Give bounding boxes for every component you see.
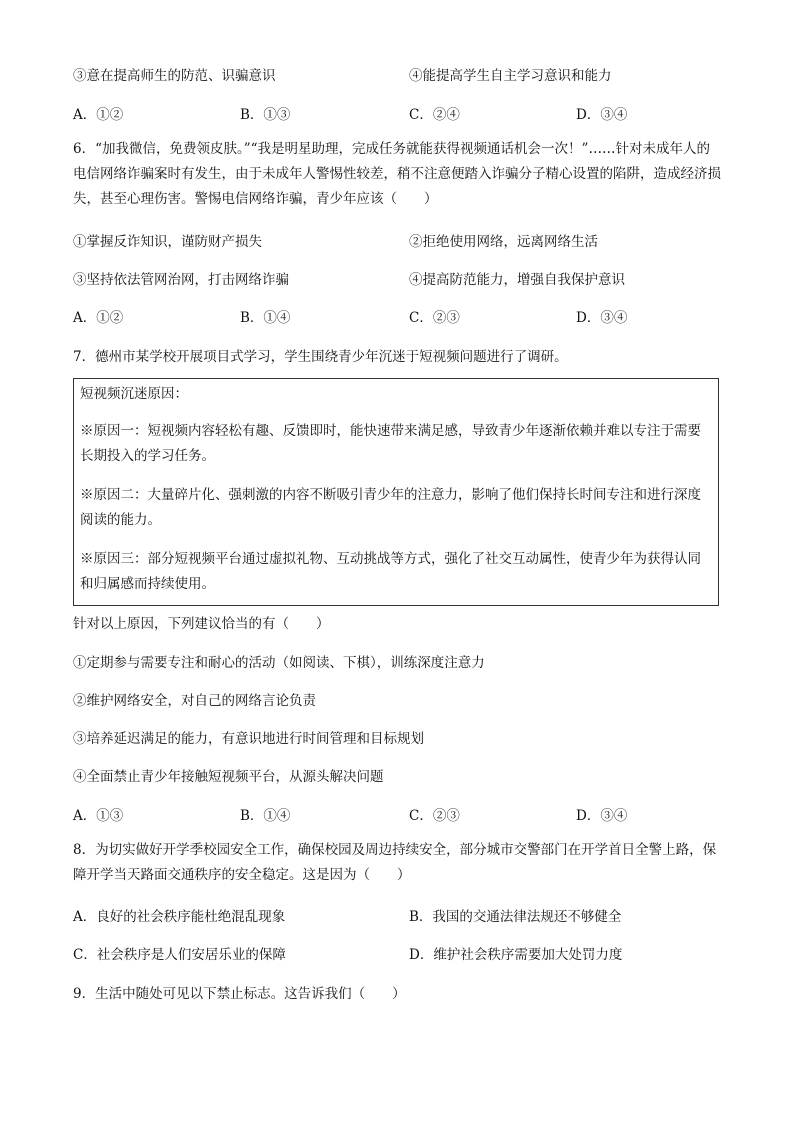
q7-item-4: ④全面禁止青少年接触短视频平台，从源头解决问题: [73, 769, 384, 785]
q5-option-d: D．③④: [576, 107, 628, 123]
q7-reason-3: ※原因三：部分短视频平台通过虚拟礼物、互动挑战等方式，强化了社交互动属性，使青少年为获得认同和归属感而持续使用。: [80, 551, 701, 592]
q7-item-1: ①定期参与需要专注和耐心的活动（如阅读、下棋），训练深度注意力: [73, 655, 485, 671]
q5-item-3: ③意在提高师生的防范、识骗意识: [73, 68, 276, 84]
q8-option-b: B．我国的交通法律法规还不够健全: [409, 909, 622, 925]
q7-option-b: B．①④: [240, 808, 291, 824]
q9-stem: 9．生活中随处可见以下禁止标志。这告诉我们（ ）: [73, 986, 406, 1002]
q7-reason-2: ※原因二：大量碎片化、强刺激的内容不断吸引青少年的注意力，影响了他们保持长时间专注和进行深度阅读的能力。: [80, 487, 701, 528]
q6-item-3: ③坚持依法管网治网，打击网络诈骗: [73, 272, 289, 288]
q8-option-c: C．社会秩序是人们安居乐业的保障: [73, 947, 286, 963]
q7-item-2: ②维护网络安全，对自己的网络言论负责: [73, 693, 316, 709]
q6-item-1: ①掌握反诈知识，谨防财产损失: [73, 234, 262, 250]
q7-question: 针对以上原因，下列建议恰当的有（ ）: [73, 616, 330, 632]
q7-option-c: C．②③: [409, 808, 460, 824]
q6-option-c: C．②③: [409, 310, 460, 326]
q7-option-d: D．③④: [576, 808, 628, 824]
q7-option-a: A．①③: [73, 808, 124, 824]
q6-stem: 6．“加我微信，免费领皮肤。”“我是明星助理，完成任务就能获得视频通话机会一次！”……针对未成年人的电信网络诈骗案时有发生，由于未成年人警惕性较差，稍不注意便踏入诈骗分子精心设置的陷阱，造成经济损失，甚至心理伤害。警惕电信网络诈骗，青少年应该（ ）: [73, 141, 721, 207]
q7-stem: 7．德州市某学校开展项目式学习，学生围绕青少年沉迷于短视频问题进行了调研。: [73, 349, 568, 365]
q6-item-2: ②拒绝使用网络，远离网络生活: [409, 234, 598, 250]
q8-stem: 8．为切实做好开学季校园安全工作，确保校园及周边持续安全，部分城市交警部门在开学首日全警上路，保障开学当天路面交通秩序的安全稳定。这是因为（ ）: [73, 842, 717, 883]
q7-item-3: ③培养延迟满足的能力，有意识地进行时间管理和目标规划: [73, 731, 424, 747]
q6-option-b: B．①④: [240, 310, 291, 326]
q7-reason-1: ※原因一：短视频内容轻松有趣、反馈即时，能快速带来满足感，导致青少年逐渐依赖并难以专注于需要长期投入的学习任务。: [80, 423, 701, 464]
q7-box-title: 短视频沉迷原因：: [80, 386, 188, 402]
q8-option-d: D．维护社会秩序需要加大处罚力度: [409, 947, 623, 963]
q5-option-c: C．②④: [409, 107, 460, 123]
q6-item-4: ④提高防范能力，增强自我保护意识: [409, 272, 625, 288]
q5-option-a: A．①②: [73, 107, 124, 123]
q5-item-4: ④能提高学生自主学习意识和能力: [409, 68, 612, 84]
q5-option-b: B．①③: [240, 107, 291, 123]
q7-reasons-box: [73, 378, 719, 606]
q6-option-a: A．①②: [73, 310, 124, 326]
q6-option-d: D．③④: [576, 310, 628, 326]
q8-option-a: A．良好的社会秩序能杜绝混乱现象: [73, 909, 286, 925]
